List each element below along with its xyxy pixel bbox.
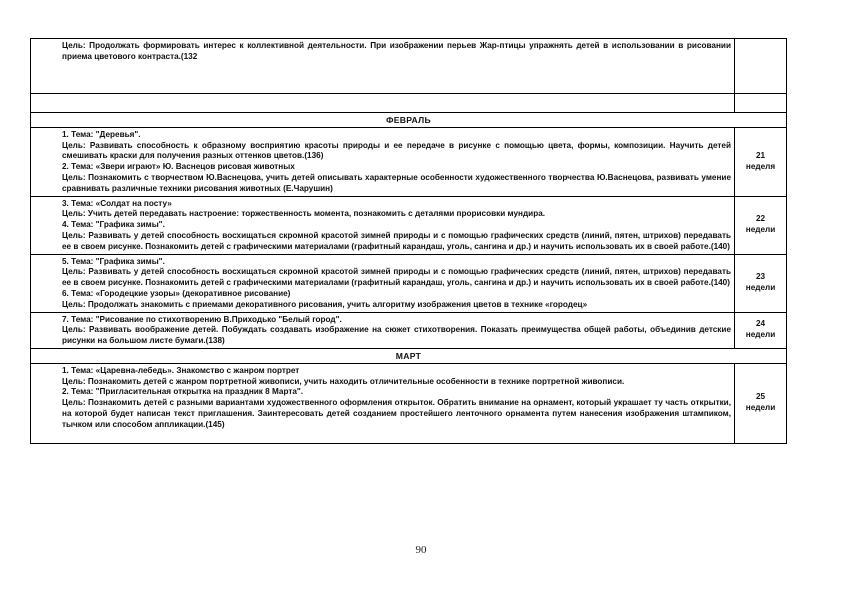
week-label: неделя: [745, 161, 776, 171]
page-number: 90: [415, 544, 427, 556]
lesson-goal-text: Цель: Развивать у детей способность восхищаться скромной красотой зимней природы и с помощью графических средств (линий, пятен, штрихов) передавать ее в своем рисунке. Познакомить детей с графическими материалами (графитный карандаш, уголь, сангина и др.) и научить использовать их в своей работе.(140): [62, 267, 731, 288]
lesson-goal-text: Цель: Развивать у детей способность восхищаться скромной красотой зимней природы и с помощью графических средств (линий, пятен, штрихов) передавать ее в своем рисунке. Познакомить детей с графическими материалами (графитный карандаш, уголь, сангина и др.) и научить использовать их в своей работе.(140): [62, 230, 731, 251]
week-number: 23: [755, 272, 766, 282]
lesson-cell: [31, 254, 735, 312]
month-header-row: [31, 348, 787, 363]
lesson-topic: 5. Тема: "Графика зимы".: [62, 256, 165, 266]
empty-cell: [735, 94, 787, 113]
lesson-cell: [31, 39, 735, 94]
week-cell: [735, 39, 787, 94]
lesson-goal-text: Цель: Познакомить детей с разными вариантами художественного оформления открыток. Обратить внимание на орнамент, который украшает ту часть открытки, на которой будет написан текст приглашения. Заинтересовать детей созданием простейшего ленточного орнамента путем нанесения изображения штампиком, тычком или способом аппликации.(145): [62, 398, 731, 429]
week-cell: [735, 196, 787, 254]
table-row: [31, 196, 787, 254]
table-row: [31, 94, 787, 113]
lesson-topic: 2. Тема: «Звери играют» Ю. Васнецов рисовая животных: [62, 162, 295, 172]
lesson-plan-table: [30, 38, 787, 444]
lesson-goal-text: Цель: Познакомить с творчеством Ю.Васнецова, учить детей описывать характерные особенности художественного творчества Ю.Васнецова, развивать умение сравнивать различные техники рисования животных (Е.Чарушин): [62, 172, 731, 193]
lesson-goal-text: Цель: Развивать воображение детей. Побуждать создавать изображение на сюжет стихотворения. Показать преимущества общей работы, объединив детские рисунки на большом листе бумаги.(138): [62, 325, 731, 346]
week-number: 22: [755, 214, 766, 224]
table-row: [31, 254, 787, 312]
month-title: МАРТ: [31, 348, 787, 363]
week-number: 25: [755, 392, 766, 402]
week-label: недели: [745, 330, 776, 340]
table-row: [31, 312, 787, 348]
table-row: [31, 363, 787, 443]
week-cell: [735, 363, 787, 443]
lesson-topic: 1. Тема: «Царевна-лебедь». Знакомство с жанром портрет: [62, 365, 300, 375]
lesson-topic: 2. Тема: "Пригласительная открытка на праздник 8 Марта".: [62, 387, 304, 397]
lesson-topic: 4. Тема: "Графика зимы".: [62, 220, 165, 230]
lesson-cell: [31, 127, 735, 196]
lesson-topic: 1. Тема: "Деревья".: [62, 129, 141, 139]
week-label: недели: [745, 283, 776, 293]
month-header-row: [31, 113, 787, 128]
lesson-goal-text: Цель: Продолжать формировать интерес к коллективной деятельности. При изображении перьев Жар-птицы упражнять детей в использовании в рисовании приема цветового контраста.(132: [62, 41, 731, 61]
empty-cell: [31, 94, 735, 113]
week-cell: [735, 312, 787, 348]
lesson-topic: 3. Тема: «Солдат на посту»: [62, 198, 172, 208]
week-label: недели: [745, 403, 776, 413]
lesson-goal-text: Цель: Учить детей передавать настроение: торжественность момента, познакомить с деталями прорисовки мундира.: [62, 209, 546, 219]
week-cell: [735, 254, 787, 312]
week-label: недели: [745, 225, 776, 235]
lesson-cell: [31, 312, 735, 348]
month-title: ФЕВРАЛЬ: [31, 113, 787, 128]
week-number: 24: [755, 319, 766, 329]
lesson-goal-text: Цель: Продолжать знакомить с приемами декоративного рисования, учить алгоритму изображения цветов в технике «городец»: [62, 299, 588, 309]
week-cell: [735, 127, 787, 196]
lesson-goal-text: Цель: Познакомить детей с жанром портретной живописи, учить находить отличительные особенности в технике портретной живописи.: [62, 376, 625, 386]
week-number: 21: [755, 150, 766, 160]
lesson-goal-text: Цель: Развивать способность к образному восприятию красоты природы и ее передаче в рисунке с помощью цвета, формы, композиции. Научить детей смешивать краски для получения разных оттенков цветов.(136): [62, 140, 731, 161]
lesson-cell: [31, 196, 735, 254]
lesson-cell: [31, 363, 735, 443]
table-row: [31, 39, 787, 94]
table-row: [31, 127, 787, 196]
lesson-topic: 7. Тема: "Рисование по стихотворению В.Приходько "Белый город".: [62, 314, 342, 324]
lesson-topic: 6. Тема: «Городецкие узоры» (декоративное рисование): [62, 288, 291, 298]
